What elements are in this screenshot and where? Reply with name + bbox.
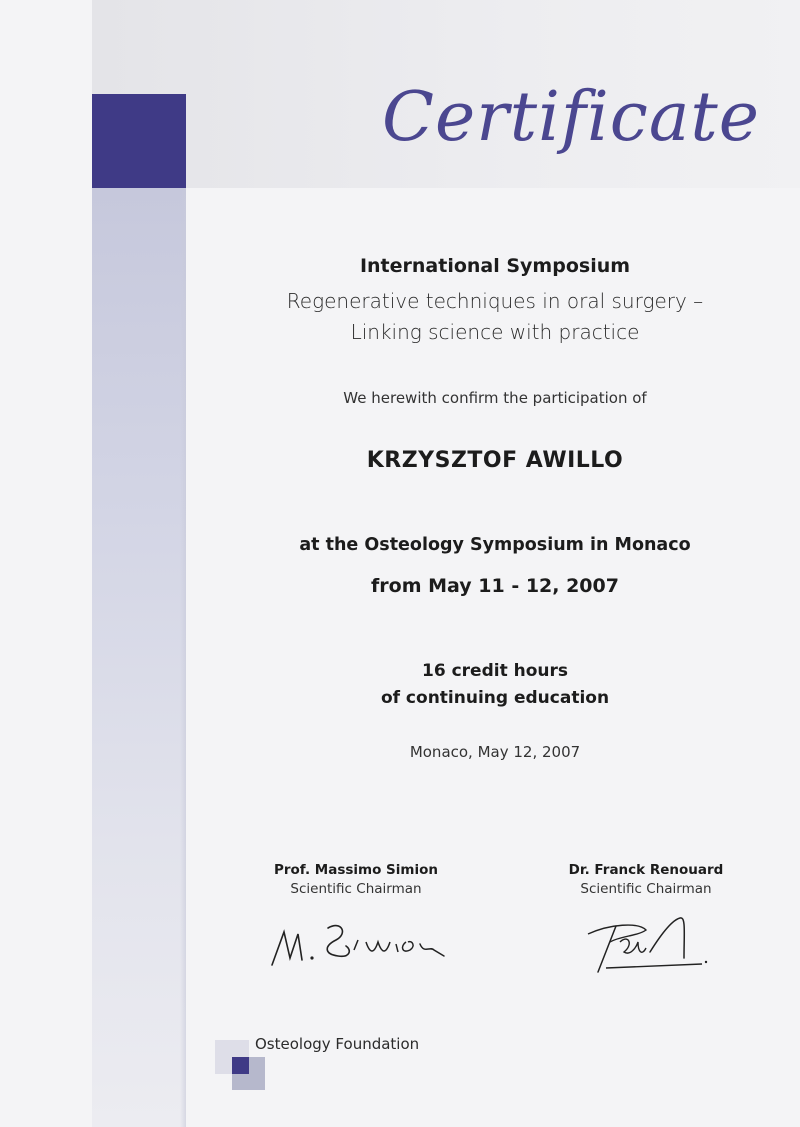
signatory-role: Scientific Chairman xyxy=(580,881,712,897)
organization-name: Osteology Foundation xyxy=(255,1035,420,1053)
signatory-role: Scientific Chairman xyxy=(290,881,422,897)
event-subtitle-line2: Linking science with practice xyxy=(350,320,640,344)
event-subtitle-line1: Regenerative techniques in oral surgery – xyxy=(286,289,704,313)
certificate-title: Certificate xyxy=(382,78,760,157)
event-subtitle xyxy=(190,286,800,348)
issue-place-date: Monaco, May 12, 2007 xyxy=(409,743,581,761)
event-location: at the Osteology Symposium in Monaco xyxy=(299,535,691,555)
signatory-right xyxy=(526,862,766,897)
signatory-left xyxy=(236,862,476,897)
event-title: International Symposium xyxy=(359,255,631,277)
signatory-name: Prof. Massimo Simion xyxy=(273,862,438,878)
credit-hours-line2: of continuing education xyxy=(380,688,610,708)
left-gradient-band xyxy=(92,188,186,1127)
signature-left-icon xyxy=(262,910,452,980)
signatory-name: Dr. Franck Renouard xyxy=(568,862,724,878)
credit-hours xyxy=(190,658,800,712)
credit-hours-line1: 16 credit hours xyxy=(422,661,568,681)
confirmation-text: We herewith confirm the participation of xyxy=(343,389,647,407)
accent-square xyxy=(92,94,186,188)
participant-name: KRZYSZTOF AWILLO xyxy=(366,448,624,473)
event-dates: from May 11 - 12, 2007 xyxy=(371,575,619,597)
signature-right-icon xyxy=(580,912,710,984)
